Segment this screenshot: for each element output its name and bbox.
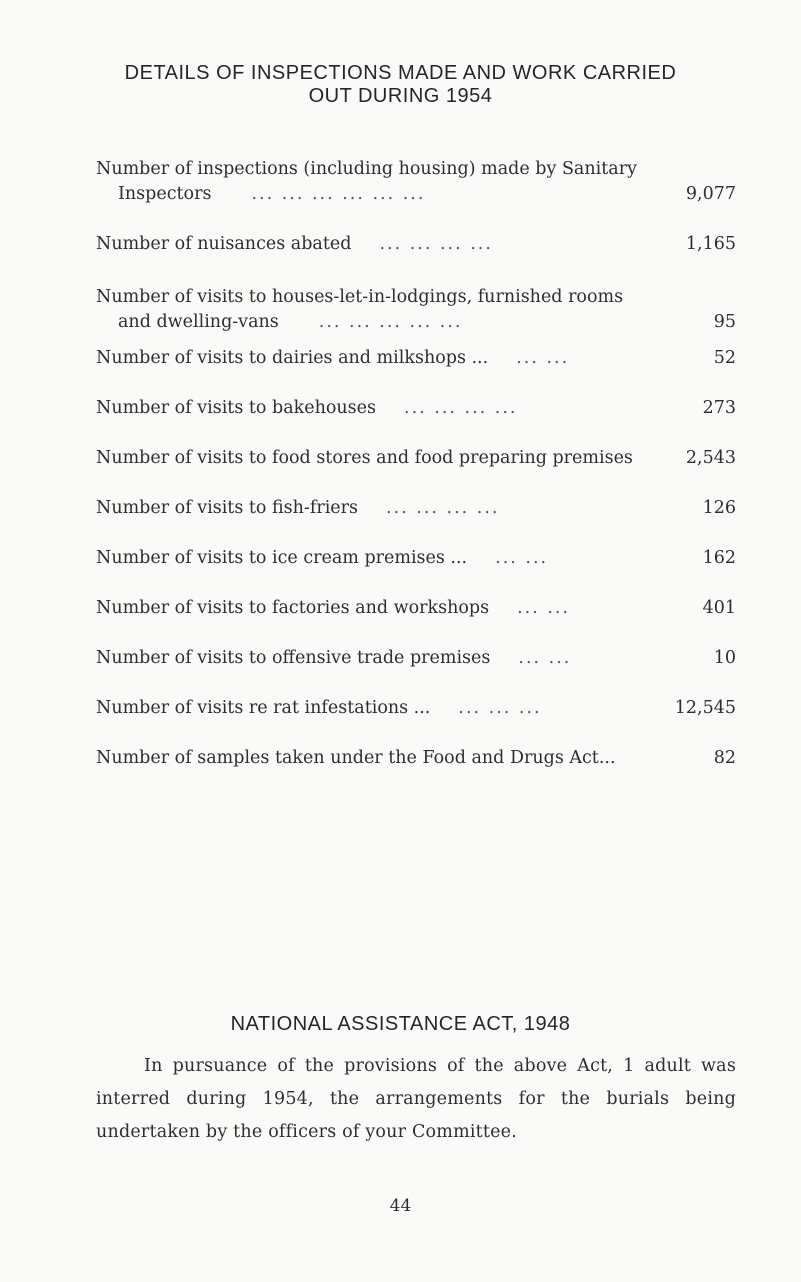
list-item (96, 285, 736, 335)
item-label: Number of visits re rat infestations ... ... ... ... (96, 698, 542, 718)
item-label: Number of visits to factories and workshops ... ... (96, 598, 571, 618)
item-value: 12,545 (674, 698, 736, 718)
list-item (96, 596, 736, 621)
list-item (96, 496, 736, 521)
section-paragraph: In pursuance of the provisions of the above Act, 1 adult was interred during 1954, the arrangements for the burials being undertaken by the officers of your Committee. (96, 1056, 736, 1142)
item-label: Number of inspections (including housing) made by Sanitary (96, 159, 637, 179)
dot-leader: ... ... ... ... (386, 498, 500, 518)
item-label: Number of samples taken under the Food and Drugs Act... (96, 748, 616, 768)
item-label-continued (96, 182, 736, 207)
dot-leader: ... ... ... ... (404, 398, 518, 418)
dot-leader: ... ... ... ... ... (318, 312, 463, 332)
item-label: Number of visits to ice cream premises ... ... ... (96, 548, 549, 568)
item-value: 273 (702, 398, 736, 418)
item-value: 2,543 (685, 448, 736, 468)
section-title: NATIONAL ASSISTANCE ACT, 1948 (230, 1013, 571, 1035)
item-value: 9,077 (685, 184, 736, 204)
item-label: Number of visits to offensive trade premises ... ... (96, 648, 572, 668)
item-label: Number of visits to houses-let-in-lodgings, furnished rooms (96, 287, 624, 307)
page-title-line-2: OUT DURING 1954 (308, 85, 493, 107)
item-label: Number of visits to fish-friers ... ... ... ... (96, 498, 500, 518)
page-number: 44 (389, 1196, 412, 1216)
item-value: 10 (713, 648, 736, 668)
item-label-text: Inspectors (118, 184, 212, 204)
item-label: Number of visits to bakehouses ... ... ... ... (96, 398, 518, 418)
item-label: Number of visits to food stores and food preparing premises (96, 448, 633, 468)
item-label: Number of visits to dairies and milkshops ... ... ... (96, 348, 570, 368)
list-item (96, 546, 736, 571)
list-item (96, 346, 736, 371)
list-item (96, 446, 736, 471)
item-label-continued (96, 310, 736, 335)
item-label-text: and dwelling-vans (118, 312, 279, 332)
list-item (96, 232, 736, 257)
dot-leader: ... ... ... ... ... ... (251, 184, 426, 204)
dot-leader: ... ... ... ... (379, 234, 493, 254)
page-title: DETAILS OF INSPECTIONS MADE AND WORK CARRIED (124, 62, 677, 84)
list-item (96, 157, 736, 207)
item-value: 401 (702, 598, 736, 618)
item-value: 82 (713, 748, 736, 768)
dot-leader: ... ... (495, 548, 549, 568)
item-value: 126 (702, 498, 736, 518)
list-item (96, 646, 736, 671)
item-value: 1,165 (685, 234, 736, 254)
dot-leader: ... ... (517, 598, 571, 618)
dot-leader: ... ... ... (458, 698, 542, 718)
dot-leader: ... ... (518, 648, 572, 668)
list-item (96, 696, 736, 721)
item-value: 52 (713, 348, 736, 368)
item-value: 95 (713, 312, 736, 332)
list-item (96, 746, 736, 771)
item-value: 162 (702, 548, 736, 568)
dot-leader: ... ... (516, 348, 570, 368)
item-label: Number of nuisances abated ... ... ... ... (96, 234, 493, 254)
list-item (96, 396, 736, 421)
